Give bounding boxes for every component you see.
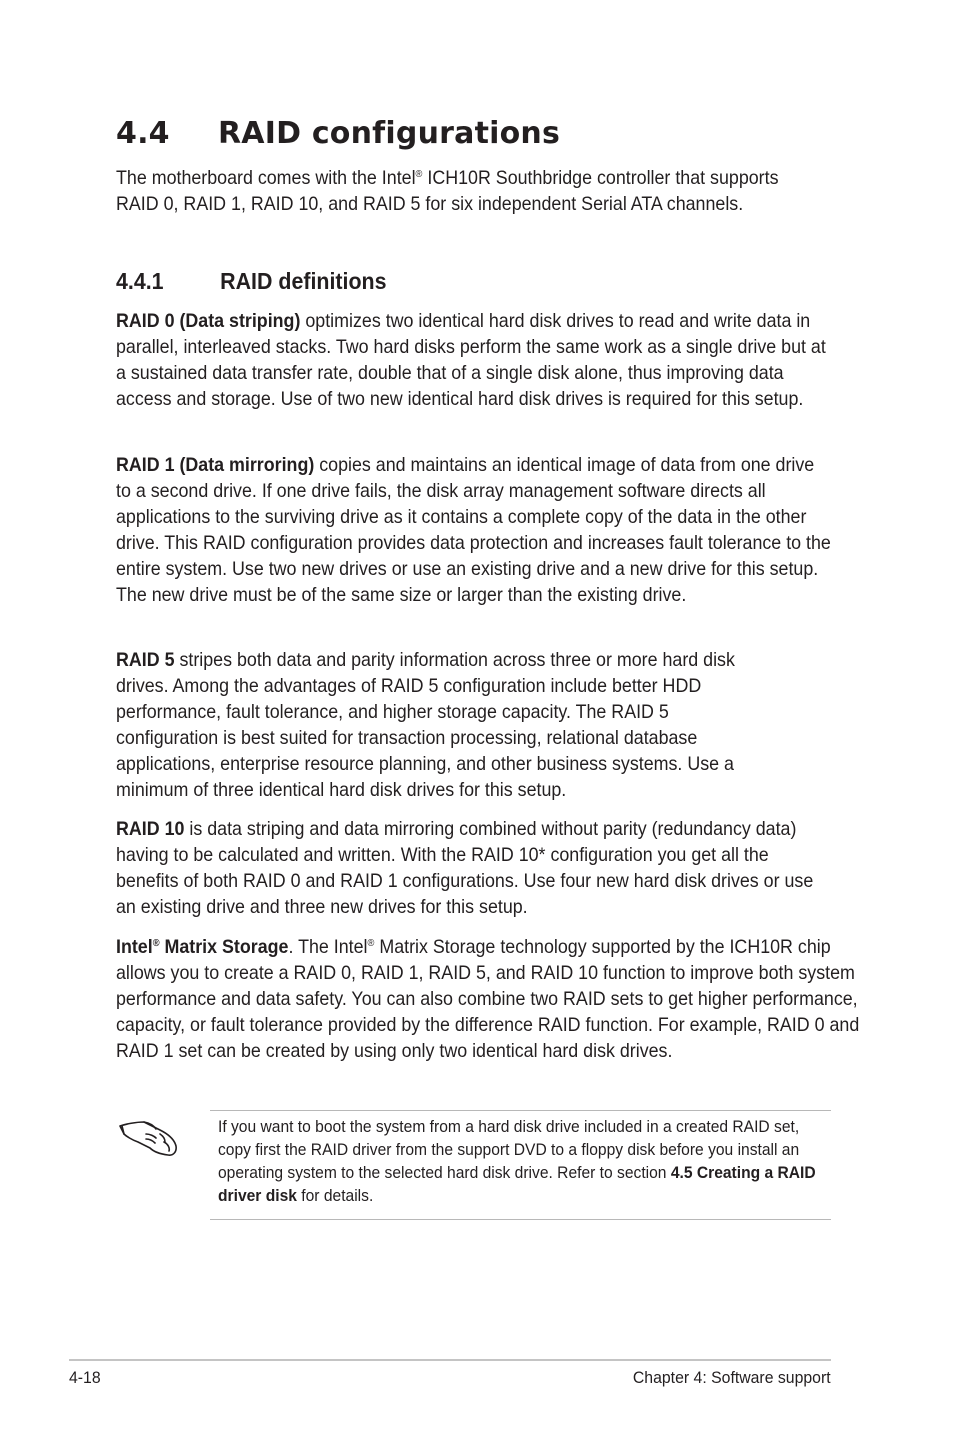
matrix-text-a: . The Intel [288, 937, 368, 958]
subsection-heading [116, 266, 387, 296]
subsection-title: RAID definitions [220, 268, 387, 294]
pointing-hand-icon [116, 1112, 180, 1158]
subsection-number: 4.4.1 [116, 268, 164, 294]
raid0-paragraph [116, 309, 832, 413]
registered-mark: ® [152, 938, 160, 949]
raid10-paragraph [116, 817, 832, 921]
registered-mark: ® [415, 169, 423, 180]
intro-paragraph [116, 166, 786, 218]
note-reference: 4.5 Creating a RAID driver disk [218, 1163, 816, 1205]
raid1-term: RAID 1 (Data mirroring) [116, 455, 315, 476]
section-title: RAID configurations [218, 116, 561, 151]
raid10-term: RAID 10 [116, 819, 185, 840]
raid1-paragraph [116, 453, 832, 609]
raid5-paragraph [116, 648, 758, 804]
intro-text-cont: ICH10R Southbridge controller that supports RAID 0, RAID 1, RAID 10, and RAID 5 for six independent Serial ATA channels. [116, 168, 779, 215]
intro-text: The motherboard comes with the Intel [116, 168, 416, 189]
raid0-text: optimizes two identical hard disk drives to read and write data in parallel, interleaved stacks. Two hard disks perform the same work as a single drive but at a sustained data transfer rate, double that of a single disk alone, thus improving data access and storage. Use of two new identical hard disk drives is required for this setup. [116, 311, 826, 410]
matrix-term-a: Intel [116, 937, 153, 958]
page-number: 4-18 [69, 1368, 101, 1387]
note-text [218, 1115, 832, 1207]
note-top-rule [210, 1110, 831, 1111]
footer-rule [69, 1359, 831, 1361]
note-bottom-rule [210, 1219, 831, 1220]
chapter-title: Chapter 4: Software support [633, 1368, 831, 1387]
raid5-term: RAID 5 [116, 650, 175, 671]
raid1-text: copies and maintains an identical image of data from one drive to a second drive. If one drive fails, the disk array management software directs all applications to the surviving drive as it contains a complete copy of the data in the other drive. This RAID configuration provides data protection and increases fault tolerance to the entire system. Use two new drives or use an existing drive and a new drive for this setup. The new drive must be of the same size or larger than the existing drive. [116, 455, 831, 606]
raid0-term: RAID 0 (Data striping) [116, 311, 301, 332]
raid5-text: stripes both data and parity information across three or more hard disk drives. Among the advantages of RAID 5 configuration include better HDD performance, fault tolerance, and higher storage capacity. The RAID 5 configuration is best suited for transaction processing, relational database applications, enterprise resource planning, and other business systems. Use a minimum of three identical hard disk drives for this setup. [116, 650, 735, 801]
raid10-text: is data striping and data mirroring combined without parity (redundancy data) having to be calculated and written. With the RAID 10* configuration you get all the benefits of both RAID 0 and RAID 1 configurations. Use four new hard disk drives or use an existing drive and three new drives for this setup. [116, 819, 814, 918]
registered-mark: ® [367, 938, 375, 949]
section-heading [116, 112, 560, 156]
section-number: 4.4 [116, 116, 170, 151]
note-body: If you want to boot the system from a hard disk drive included in a created RAID set, copy first the RAID driver from the support DVD to a floppy disk before you install an operating system to the selected hard disk drive. Refer to section [218, 1117, 800, 1182]
matrix-term-b: Matrix Storage [159, 937, 289, 958]
note-tail: for details. [296, 1186, 374, 1205]
matrix-text-b: Matrix Storage technology supported by the ICH10R chip allows you to create a RAID 0, RAID 1, RAID 5, and RAID 10 function to improve both system performance and data safety. You can also combine two RAID sets to get higher performance, capacity, or fault tolerance provided by the difference RAID function. For example, RAID 0 and RAID 1 set can be created by using only two identical hard disk drives. [116, 937, 860, 1062]
matrix-term [116, 937, 288, 958]
matrix-storage-paragraph [116, 935, 860, 1065]
